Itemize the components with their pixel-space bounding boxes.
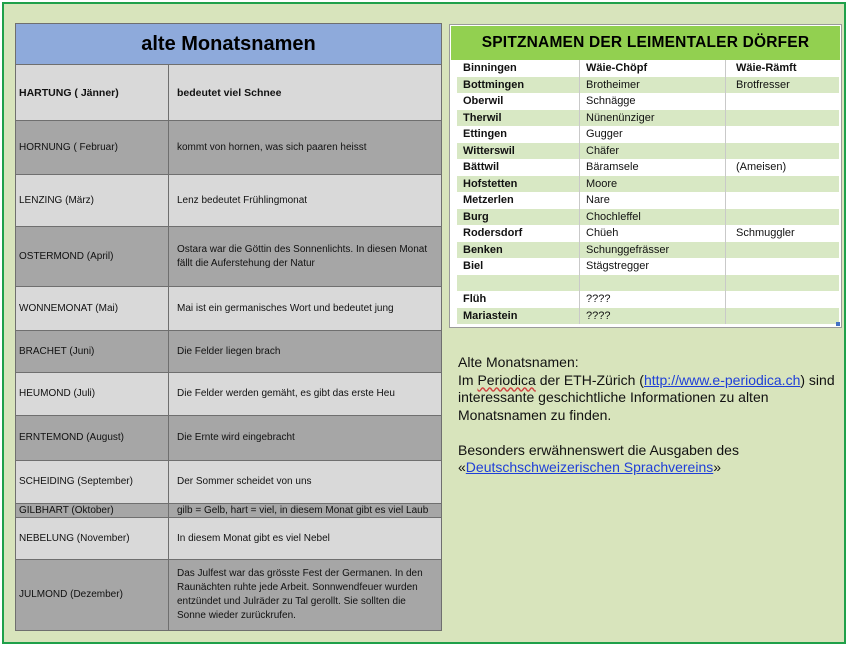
nickname-alt-cell: Brotfresser <box>725 77 839 94</box>
month-name: HORNUNG ( Februar) <box>16 121 169 174</box>
village-cell: Flüh <box>463 293 487 305</box>
nickname-alt-cell <box>725 242 839 259</box>
month-description: Die Felder werden gemäht, es gibt das erste Heu <box>177 388 395 399</box>
table-row <box>457 126 839 143</box>
village-cell: Bättwil <box>463 161 500 173</box>
table-row <box>16 416 441 461</box>
nickname-cell: ???? <box>579 308 725 325</box>
nickname-cell: Gugger <box>579 126 725 143</box>
month-name: ERNTEMOND (August) <box>16 416 169 460</box>
table-row <box>457 159 839 176</box>
table-row <box>16 518 441 560</box>
month-name: HARTUNG ( Jänner) <box>16 65 169 120</box>
village-cell: Rodersdorf <box>463 227 523 239</box>
table-row <box>457 176 839 193</box>
month-description: Der Sommer scheidet von uns <box>177 476 312 487</box>
month-description: bedeutet viel Schnee <box>177 86 282 99</box>
nickname-cell: Nünenünziger <box>579 110 725 127</box>
nickname-alt-cell <box>725 192 839 209</box>
month-description: kommt von hornen, was sich paaren heisst <box>177 141 367 153</box>
village-cell: Bottmingen <box>463 78 525 91</box>
nickname-alt-cell: Wäie-Rämft <box>725 60 839 77</box>
table-row <box>457 275 839 292</box>
nickname-cell: Chüeh <box>579 225 725 242</box>
table-row <box>16 65 441 121</box>
month-description: Die Felder liegen brach <box>177 345 281 357</box>
month-description: Die Ernte wird eingebracht <box>177 432 295 443</box>
table-row <box>16 121 441 175</box>
periodica-word: Periodica <box>477 371 536 388</box>
table-row <box>16 373 441 416</box>
table-row <box>16 560 441 630</box>
table-row <box>457 77 839 94</box>
month-description: Mai ist ein germanisches Wort und bedeutet jung <box>177 302 394 314</box>
notes-text-segment: Im <box>458 371 478 388</box>
quote-close: » <box>713 459 722 475</box>
month-name: NEBELUNG (November) <box>16 518 169 559</box>
month-name: BRACHET (Juni) <box>16 331 169 372</box>
nickname-alt-cell <box>725 258 839 275</box>
notes-text-segment: sind interessante geschichtliche Informationen zu alten Monatsnamen zu finden. <box>458 371 835 423</box>
nickname-cell: Schunggefrässer <box>579 242 725 259</box>
table-row <box>457 308 839 325</box>
month-name: JULMOND (Dezember) <box>16 560 169 630</box>
nickname-alt-cell <box>725 176 839 193</box>
nicknames-table-title: SPITZNAMEN DER LEIMENTALER DÖRFER <box>451 26 840 60</box>
village-cell <box>457 275 579 292</box>
table-row <box>16 461 441 504</box>
months-table <box>15 23 442 631</box>
nickname-cell: Brotheimer <box>579 77 725 94</box>
nickname-cell: Stägstregger <box>579 258 725 275</box>
table-row <box>457 291 839 308</box>
table-row <box>16 331 441 373</box>
table-row <box>457 93 839 110</box>
nickname-cell: Bäramsele <box>579 159 725 176</box>
notes-text-segment: Besonders erwähnenswert die Ausgaben des <box>458 441 739 458</box>
month-name: WONNEMONAT (Mai) <box>16 287 169 330</box>
e-periodica-link[interactable]: http://www.e-periodica.ch <box>643 371 801 388</box>
table-row <box>16 175 441 227</box>
village-cell: Binningen <box>463 62 517 74</box>
months-table-title: alte Monatsnamen <box>16 24 441 65</box>
table-row <box>457 110 839 127</box>
village-cell: Biel <box>463 260 484 272</box>
nickname-alt-cell: Schmuggler <box>725 225 839 242</box>
table-row <box>457 258 839 275</box>
nickname-alt-cell <box>725 93 839 110</box>
nickname-alt-cell <box>725 209 839 226</box>
table-row <box>16 504 441 518</box>
village-cell: Hofstetten <box>463 177 518 190</box>
notes-paragraph <box>458 442 838 477</box>
month-name: LENZING (März) <box>16 175 169 226</box>
nickname-cell: Chochleffel <box>579 209 725 226</box>
month-description: Ostara war die Göttin des Sonnenlichts. In diesen Monat fällt die Auferstehung der Natur <box>177 243 428 269</box>
month-description: Das Julfest war das grösste Fest der Germanen. In den Raunächten ruhte jede Arbeit. Sonnwendfeuer wurden entzündet und Julräder zu Tal gerollt. Sie sollten die Sonne wieder zurückrufen. <box>177 568 423 621</box>
nickname-alt-cell <box>725 126 839 143</box>
month-name: SCHEIDING (September) <box>16 461 169 503</box>
village-cell: Mariastein <box>463 309 518 322</box>
month-description: Lenz bedeutet Frühlingmonat <box>177 194 308 206</box>
nickname-cell: Moore <box>579 176 725 193</box>
nickname-cell: Schnägge <box>579 93 725 110</box>
nickname-cell: Wäie-Chöpf <box>579 60 725 77</box>
nickname-alt-cell: (Ameisen) <box>725 159 839 176</box>
table-row <box>457 60 839 77</box>
nickname-cell: Chäfer <box>579 143 725 160</box>
table-row <box>16 227 441 287</box>
notes-text-segment: ) <box>800 371 806 388</box>
month-name: GILBHART (Oktober) <box>16 504 169 517</box>
table-row <box>457 209 839 226</box>
notes-text <box>458 354 838 477</box>
nicknames-table <box>449 24 842 328</box>
village-cell: Therwil <box>463 111 502 124</box>
village-cell: Witterswil <box>463 144 515 157</box>
nickname-cell: ???? <box>579 291 725 308</box>
quote-open: « <box>458 459 466 475</box>
month-name: OSTERMOND (April) <box>16 227 169 286</box>
notes-heading: Alte Monatsnamen: <box>458 354 579 370</box>
village-cell: Benken <box>463 243 503 256</box>
nickname-cell: Nare <box>579 192 725 209</box>
table-row <box>16 287 441 331</box>
month-description: gilb = Gelb, hart = viel, in diesem Monat gibt es viel Laub <box>177 504 429 516</box>
sprachverein-link[interactable]: Deutschschweizerischen Sprachvereins <box>465 459 714 475</box>
nickname-cell <box>579 275 725 292</box>
village-cell: Burg <box>463 210 489 223</box>
month-description: In diesem Monat gibt es viel Nebel <box>177 532 330 544</box>
village-cell: Ettingen <box>463 128 507 140</box>
table-row <box>457 192 839 209</box>
table-row <box>457 143 839 160</box>
village-cell: Oberwil <box>463 95 504 107</box>
nickname-alt-cell <box>725 110 839 127</box>
resize-handle-icon <box>836 322 840 326</box>
notes-text-segment: der ETH-Zürich ( <box>535 371 644 388</box>
month-name: HEUMOND (Juli) <box>16 373 169 415</box>
nickname-alt-cell <box>725 275 839 292</box>
table-row <box>457 242 839 259</box>
table-row <box>457 225 839 242</box>
notes-paragraph <box>458 372 838 425</box>
nickname-alt-cell <box>725 143 839 160</box>
village-cell: Metzerlen <box>463 194 514 206</box>
nickname-alt-cell <box>725 308 839 325</box>
paragraph-spacer <box>458 424 838 442</box>
nickname-alt-cell <box>725 291 839 308</box>
page-frame <box>2 2 846 644</box>
